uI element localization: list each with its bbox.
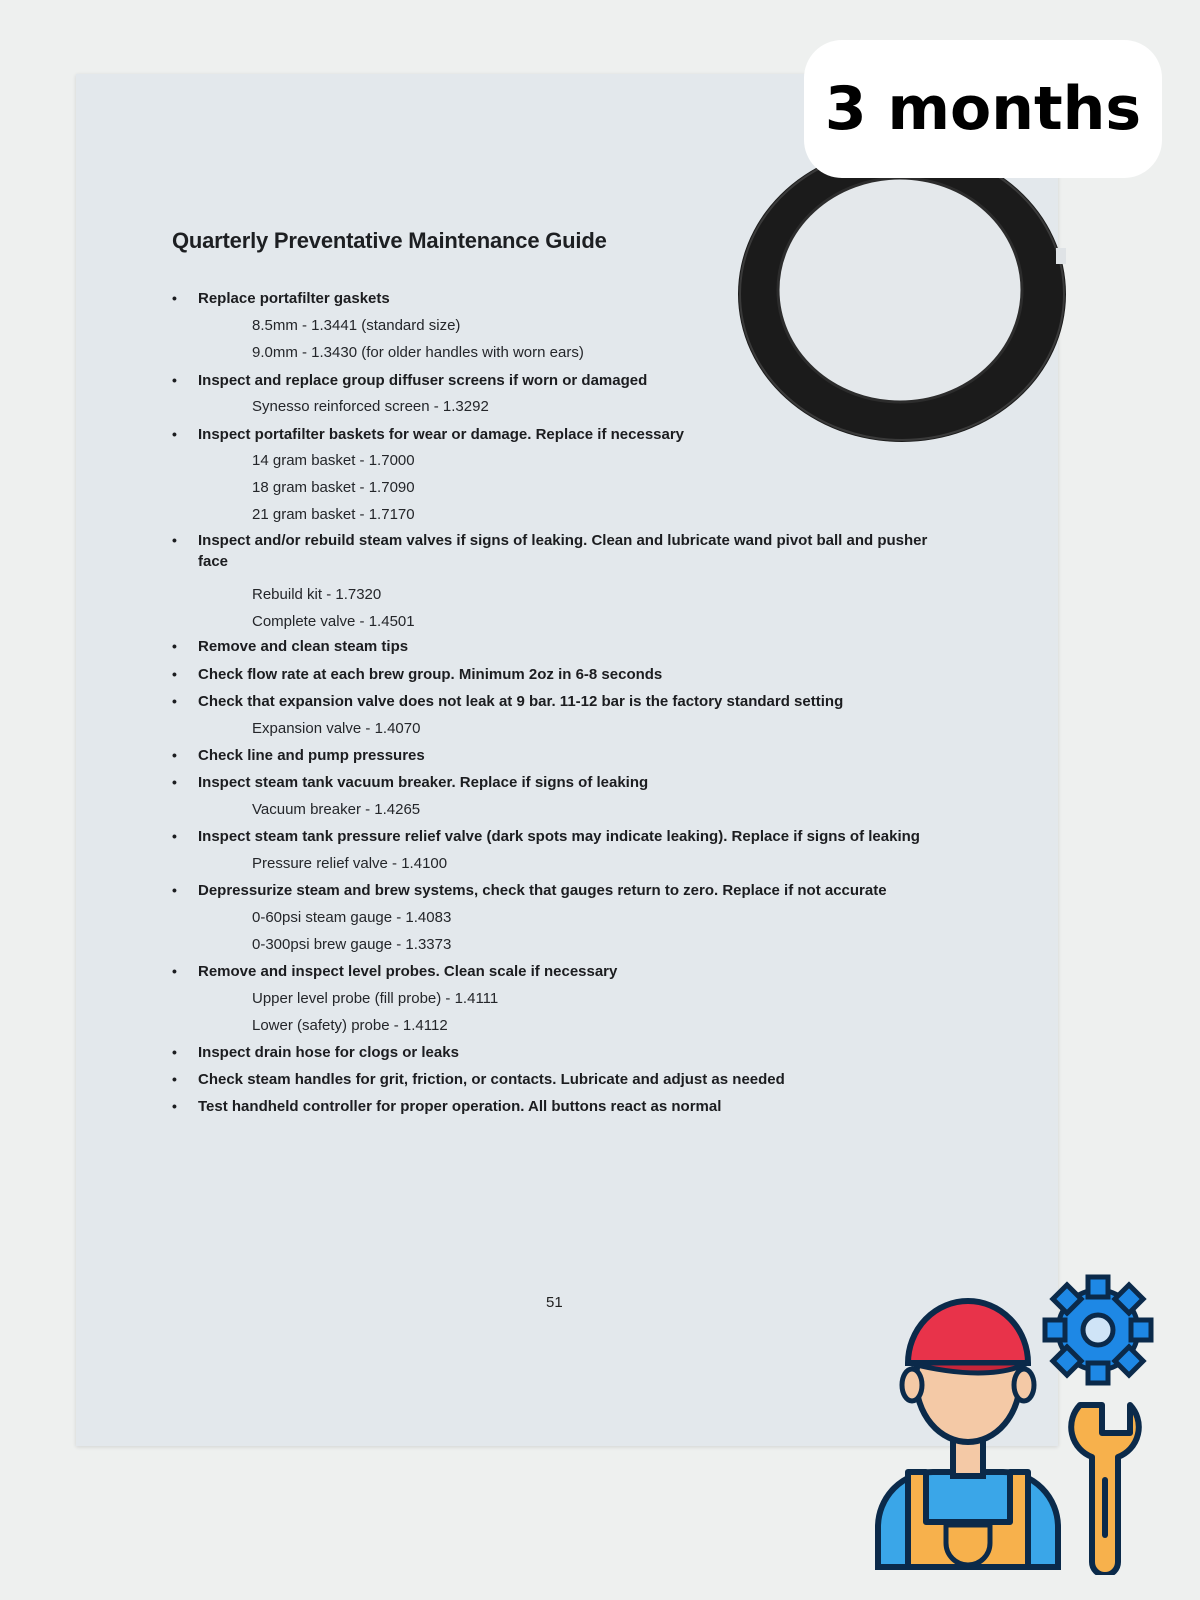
list-item	[172, 1069, 958, 1090]
list-item-text: Remove and inspect level probes. Clean scale if necessary	[198, 963, 618, 980]
part-number-line: Synesso reinforced screen - 1.3292	[252, 398, 489, 415]
list-item-text: Inspect and replace group diffuser screens if worn or damaged	[198, 372, 648, 389]
list-item-text: Inspect steam tank vacuum breaker. Replace if signs of leaking	[198, 774, 649, 791]
bullet-icon: •	[172, 747, 177, 763]
list-item	[172, 772, 958, 793]
list-item-text: Remove and clean steam tips	[198, 638, 409, 655]
list-item-text: Inspect and/or rebuild steam valves if signs of leaking. Clean and lubricate wand pivot ball and pusher face	[198, 532, 928, 570]
bullet-icon: •	[172, 963, 177, 979]
wrench-icon	[1071, 1405, 1139, 1575]
list-item-text: Depressurize steam and brew systems, check that gauges return to zero. Replace if not accurate	[198, 882, 887, 899]
part-number-line: Vacuum breaker - 1.4265	[252, 801, 421, 818]
part-number-line: Expansion valve - 1.4070	[252, 720, 421, 737]
part-number-line: Complete valve - 1.4501	[252, 613, 415, 630]
bullet-icon: •	[172, 666, 177, 682]
page-number: 51	[546, 1294, 563, 1311]
part-number-line: Rebuild kit - 1.7320	[252, 586, 382, 603]
bullet-icon: •	[172, 828, 177, 844]
mechanic-icon	[868, 1255, 1168, 1575]
part-number-line: 0-60psi steam gauge - 1.4083	[252, 909, 452, 926]
part-number-line: Pressure relief valve - 1.4100	[252, 855, 448, 872]
list-item	[172, 530, 958, 572]
list-item-text: Check flow rate at each brew group. Minimum 2oz in 6-8 seconds	[198, 666, 663, 683]
part-number-line: 14 gram basket - 1.7000	[252, 452, 415, 469]
list-item-text: Inspect drain hose for clogs or leaks	[198, 1044, 459, 1061]
document-title: Quarterly Preventative Maintenance Guide	[172, 228, 607, 253]
bullet-icon: •	[172, 1044, 177, 1060]
list-item	[172, 880, 958, 901]
part-number-line: 18 gram basket - 1.7090	[252, 479, 415, 496]
part-number-line: Lower (safety) probe - 1.4112	[252, 1017, 448, 1034]
part-number-line: 0-300psi brew gauge - 1.3373	[252, 936, 452, 953]
bullet-icon: •	[172, 426, 177, 442]
list-item	[172, 691, 958, 712]
list-item-text: Check that expansion valve does not leak at 9 bar. 11-12 bar is the factory standard setting	[198, 693, 844, 710]
list-item-text: Test handheld controller for proper operation. All buttons react as normal	[198, 1098, 722, 1115]
bullet-icon: •	[172, 1071, 177, 1087]
list-item-text: Check line and pump pressures	[198, 747, 425, 764]
list-item-text: Replace portafilter gaskets	[198, 290, 390, 307]
bullet-icon: •	[172, 372, 177, 388]
list-item-text: Check steam handles for grit, friction, or contacts. Lubricate and adjust as needed	[198, 1071, 785, 1088]
duration-badge: 3 months	[804, 40, 1162, 178]
part-number-line: Upper level probe (fill probe) - 1.4111	[252, 990, 499, 1007]
list-item	[172, 745, 958, 766]
bullet-icon: •	[172, 693, 177, 709]
bullet-icon: •	[172, 290, 177, 306]
part-number-line: 9.0mm - 1.3430 (for older handles with worn ears)	[252, 344, 584, 361]
list-item-text: Inspect steam tank pressure relief valve (dark spots may indicate leaking). Replace if signs of leaking	[198, 828, 920, 845]
list-item	[172, 664, 958, 685]
list-item	[172, 826, 958, 847]
part-number-line: 21 gram basket - 1.7170	[252, 506, 415, 523]
bullet-icon: •	[172, 882, 177, 898]
gear-icon	[1045, 1277, 1151, 1383]
list-item	[172, 961, 958, 982]
list-item	[172, 636, 958, 657]
list-item	[172, 1042, 958, 1063]
gasket-photo	[734, 144, 1074, 444]
list-item-text: Inspect portafilter baskets for wear or damage. Replace if necessary	[198, 426, 685, 443]
bullet-icon: •	[172, 638, 177, 654]
bullet-icon: •	[172, 774, 177, 790]
bullet-icon: •	[172, 1098, 177, 1114]
list-item	[172, 1096, 958, 1117]
bullet-icon: •	[172, 532, 177, 548]
part-number-line: 8.5mm - 1.3441 (standard size)	[252, 317, 461, 334]
